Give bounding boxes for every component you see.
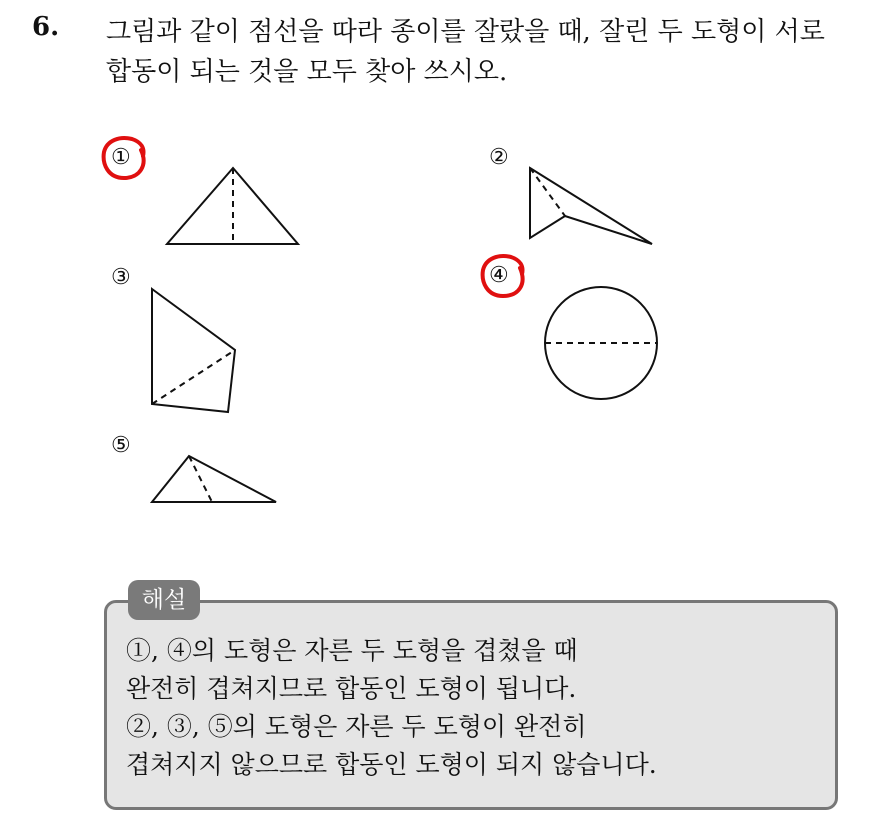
- figure-2-quadrilateral: [530, 168, 652, 244]
- solution-line: ①, ④의 도형은 자른 두 도형을 겹쳤을 때: [126, 636, 578, 665]
- solution-tag: 해설: [128, 580, 200, 620]
- figure-5-triangle: [152, 456, 276, 502]
- question-number: 6.: [32, 12, 60, 42]
- option-label-5: ⑤: [111, 433, 131, 458]
- option-label-4: ④: [489, 263, 509, 288]
- question-line: 합동이 되는 것을 모두 찾아 쓰시오.: [106, 57, 508, 87]
- solution-line: 겹쳐지지 않으므로 합동인 도형이 되지 않습니다.: [126, 750, 657, 779]
- option-label-1: ①: [111, 145, 131, 170]
- option-label-2: ②: [489, 145, 509, 170]
- option-label-3: ③: [111, 265, 131, 290]
- figure-4-circle: [545, 287, 657, 399]
- solution-line: 완전히 겹쳐지므로 합동인 도형이 됩니다.: [126, 674, 577, 703]
- figure-3-quadrilateral: [152, 289, 235, 412]
- solution-text: [126, 632, 657, 784]
- question-line: 그림과 같이 점선을 따라 종이를 잘랐을 때, 잘린 두 도형이 서로: [106, 17, 825, 47]
- solution-line: ②, ③, ⑤의 도형은 자른 두 도형이 완전히: [126, 712, 587, 741]
- figure-1-triangle: [167, 168, 298, 244]
